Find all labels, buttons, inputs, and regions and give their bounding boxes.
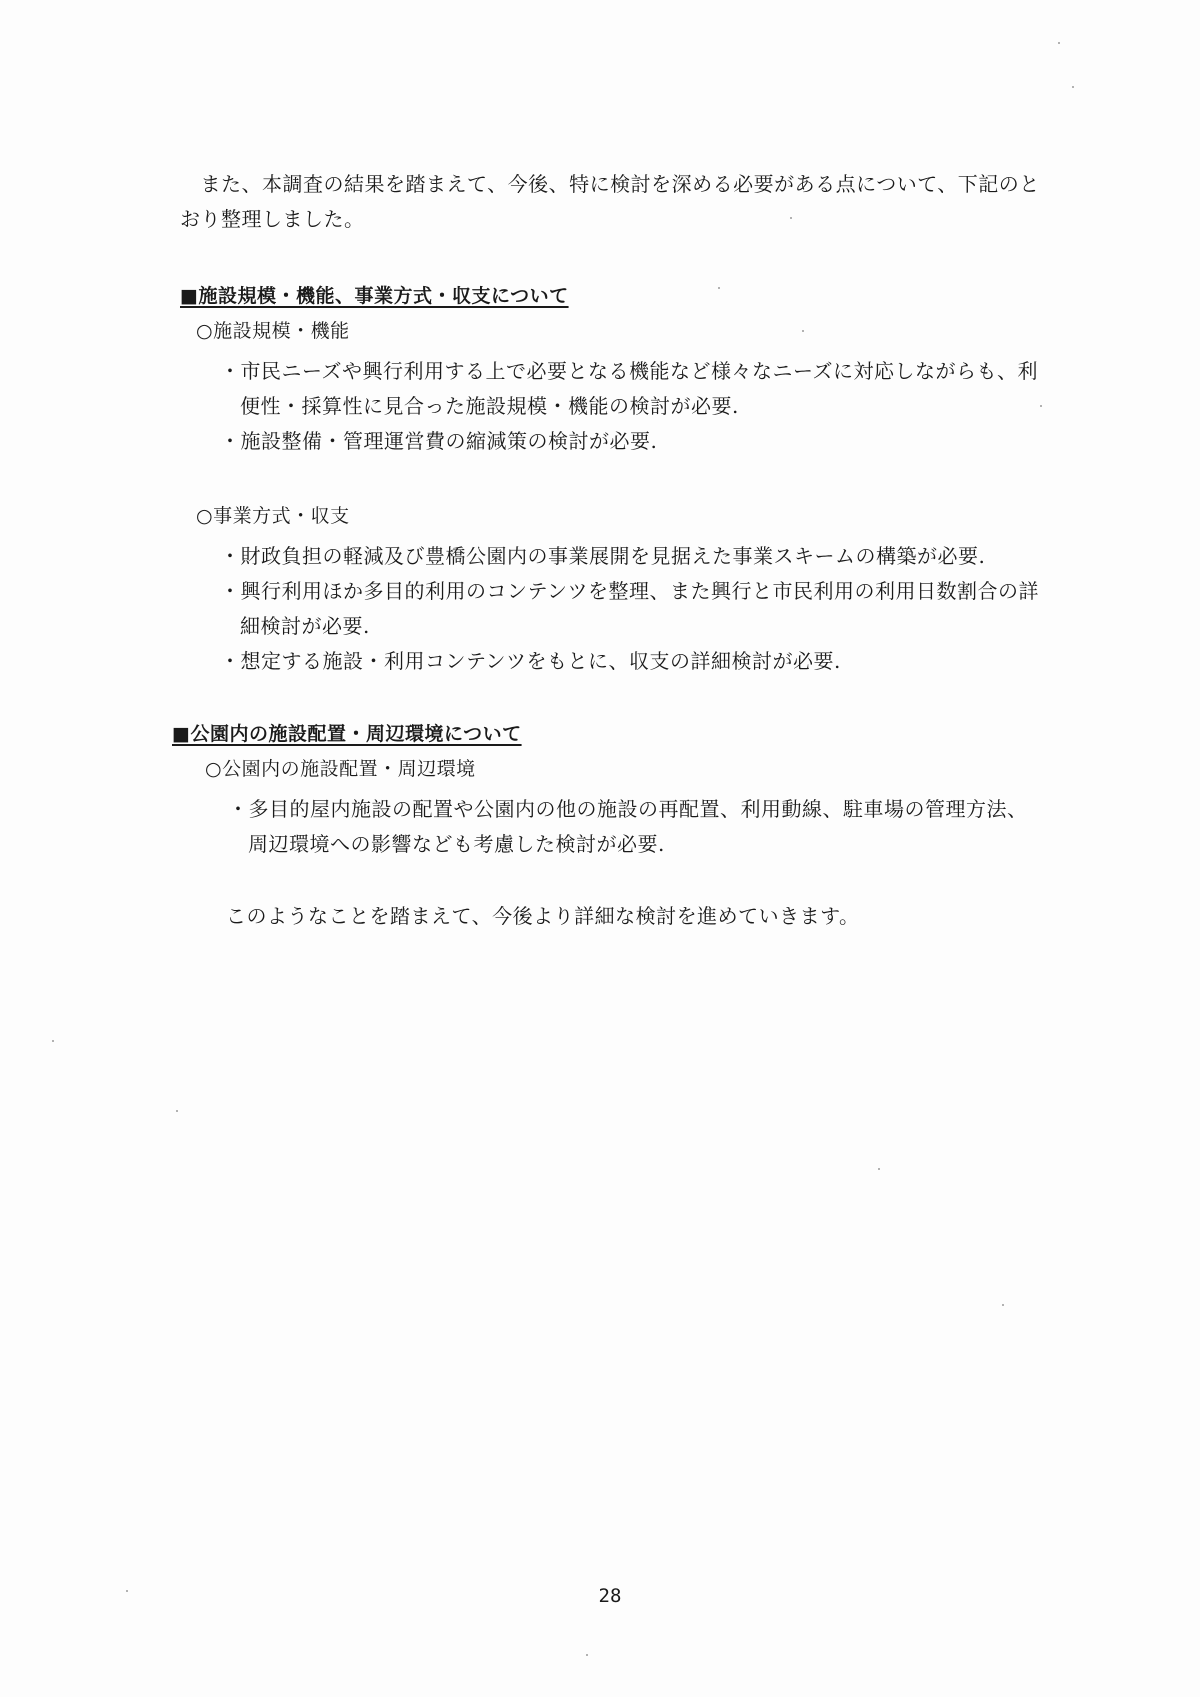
scan-speck xyxy=(126,1590,128,1592)
scan-speck xyxy=(1002,1304,1004,1306)
scan-speck xyxy=(718,287,720,289)
scan-speck xyxy=(52,1040,54,1042)
scan-speck xyxy=(1072,86,1074,88)
page-number: 28 xyxy=(598,1585,622,1607)
bullet-layout-line-1: ・多目的屋内施設の配置や公園内の他の施設の再配置、利用動線、駐車場の管理方法、 xyxy=(228,797,1028,821)
bullet-needs-line-2: 便性・採算性に見合った施設規模・機能の検討が必要. xyxy=(240,394,739,418)
intro-line-2: おり整理しました。 xyxy=(180,207,365,231)
scan-speck xyxy=(878,1168,880,1170)
intro-line-1: また、本調査の結果を踏まえて、今後、特に検討を深める必要がある点について、下記のと xyxy=(180,172,1040,196)
bullet-revenue-expense: ・想定する施設・利用コンテンツをもとに、収支の詳細検討が必要. xyxy=(220,649,841,673)
bullet-financial-burden: ・財政負担の軽減及び豊橋公園内の事業展開を見据えた事業スキームの構築が必要. xyxy=(220,544,986,568)
scan-speck xyxy=(790,217,792,219)
subsection-title-park-layout: ○公園内の施設配置・周辺環境 xyxy=(205,758,476,780)
bullet-needs-line-1: ・市民ニーズや興行利用する上で必要となる機能など様々なニーズに対応しながらも、利 xyxy=(220,359,1038,383)
scan-speck xyxy=(586,1654,588,1656)
bullet-layout-line-2: 周辺環境への影響なども考慮した検討が必要. xyxy=(248,832,665,856)
subsection-title-business-method: ○事業方式・収支 xyxy=(196,505,350,527)
bullet-multipurpose-line-2: 細検討が必要. xyxy=(240,614,370,638)
scan-speck xyxy=(802,330,804,332)
closing-statement: このようなことを踏まえて、今後より詳細な検討を進めていきます。 xyxy=(226,904,860,928)
scan-speck xyxy=(1058,42,1060,44)
section-heading-facility-scale: ■施設規模・機能、事業方式・収支について xyxy=(180,285,569,307)
subsection-title-facility-scale: ○施設規模・機能 xyxy=(196,320,350,342)
bullet-multipurpose-line-1: ・興行利用ほか多目的利用のコンテンツを整理、また興行と市民利用の利用日数割合の詳 xyxy=(220,579,1039,603)
section-heading-park-layout: ■公園内の施設配置・周辺環境について xyxy=(172,723,522,745)
scan-speck xyxy=(1040,405,1042,407)
scan-speck xyxy=(176,1110,178,1112)
bullet-cost-reduction: ・施設整備・管理運営費の縮減策の検討が必要. xyxy=(220,429,658,453)
